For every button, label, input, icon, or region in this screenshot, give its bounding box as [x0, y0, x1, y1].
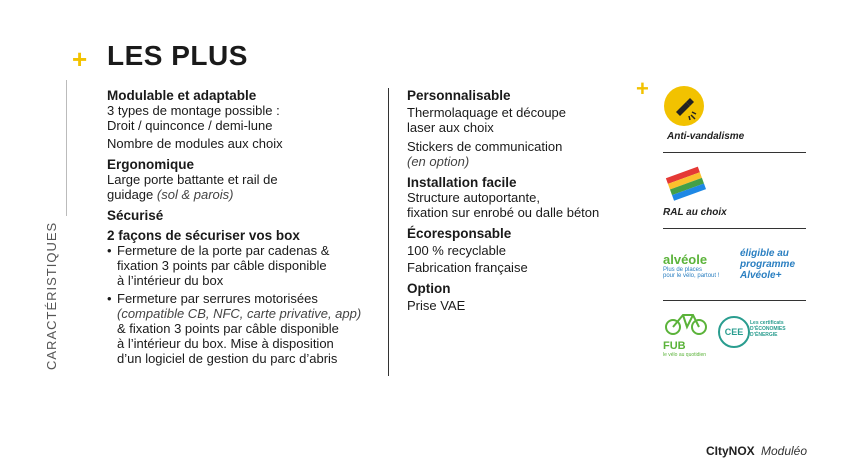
brand-logo: CItyNOX — [706, 444, 755, 458]
eco-line-1: 100 % recyclable — [407, 243, 506, 258]
alveole-logo: alvéole Plus de places pour le vélo, partout ! — [663, 252, 720, 279]
eco-heading: Écoresponsable — [407, 226, 512, 241]
alveole-text: éligible au programme Alvéole+ — [740, 248, 796, 281]
column-divider — [388, 88, 389, 376]
side-rule — [66, 80, 67, 216]
personnalisable-heading: Personnalisable — [407, 88, 511, 103]
modulable-heading: Modulable et adaptable — [107, 88, 257, 103]
plus-icon: + — [72, 44, 88, 74]
personnalisable-line-2: laser aux choix — [407, 120, 494, 135]
installation-heading: Installation facile — [407, 175, 517, 190]
cee-logo: CEE — [718, 316, 750, 348]
eco-line-2: Fabrication française — [407, 260, 528, 275]
ergonomique-line-2: guidage (sol & parois) — [107, 187, 234, 202]
right-column — [407, 88, 637, 313]
option-heading: Option — [407, 281, 451, 296]
badge-rule-1 — [663, 152, 806, 153]
securise-bullet-1: • Fermeture de la porte par cadenas & fixation 3 points par câble disponible à l’intérieur du box — [107, 243, 330, 288]
antivandal-label: Anti-vandalisme — [667, 131, 745, 142]
installation-line-2: fixation sur enrobé ou dalle béton — [407, 205, 600, 220]
plus-icon-small: + — [636, 76, 649, 101]
personnalisable-line-1: Thermolaquage et découpe — [407, 105, 567, 120]
option-line-1: Prise VAE — [407, 298, 466, 313]
ergonomique-line-1: Large porte battante et rail de — [107, 172, 278, 187]
securise-heading: Sécurisé — [107, 208, 164, 223]
ergonomique-heading: Ergonomique — [107, 157, 194, 172]
installation-line-1: Structure autoportante, — [407, 190, 540, 205]
page-title: LES PLUS — [107, 40, 248, 71]
product-name: Moduléo — [761, 444, 808, 458]
ral-label: RAL au choix — [663, 207, 727, 218]
personnalisable-line-3: Stickers de communication — [407, 139, 563, 154]
securise-subheading: 2 façons de sécuriser vos box — [107, 228, 300, 243]
left-column — [107, 88, 382, 366]
cee-text: Les certificats D’ÉCONOMIES D’ÉNERGIE — [750, 320, 786, 338]
modulable-line-2: Droit / quinconce / demi-lune — [107, 118, 273, 133]
personnalisable-line-4: (en option) — [407, 154, 470, 169]
badge-rule-3 — [663, 300, 806, 301]
ral-swatch-icon — [663, 166, 707, 202]
antivandal-icon — [664, 86, 704, 126]
modulable-line-1: 3 types de montage possible : — [107, 103, 280, 118]
modulable-line-3: Nombre de modules aux choix — [107, 136, 283, 151]
badge-rule-2 — [663, 228, 806, 229]
side-label: CARACTÉRISTIQUES — [44, 221, 59, 370]
fub-logo: FUB le vélo au quotidien — [663, 310, 711, 352]
securise-bullet-2: • Fermeture par serrures motorisées (compatible CB, NFC, carte privative, app) & fixation 3 points par câble disponible à l’intérieur du box. Mise à disposition d’un logiciel de gestion du parc d’abris — [107, 291, 362, 366]
